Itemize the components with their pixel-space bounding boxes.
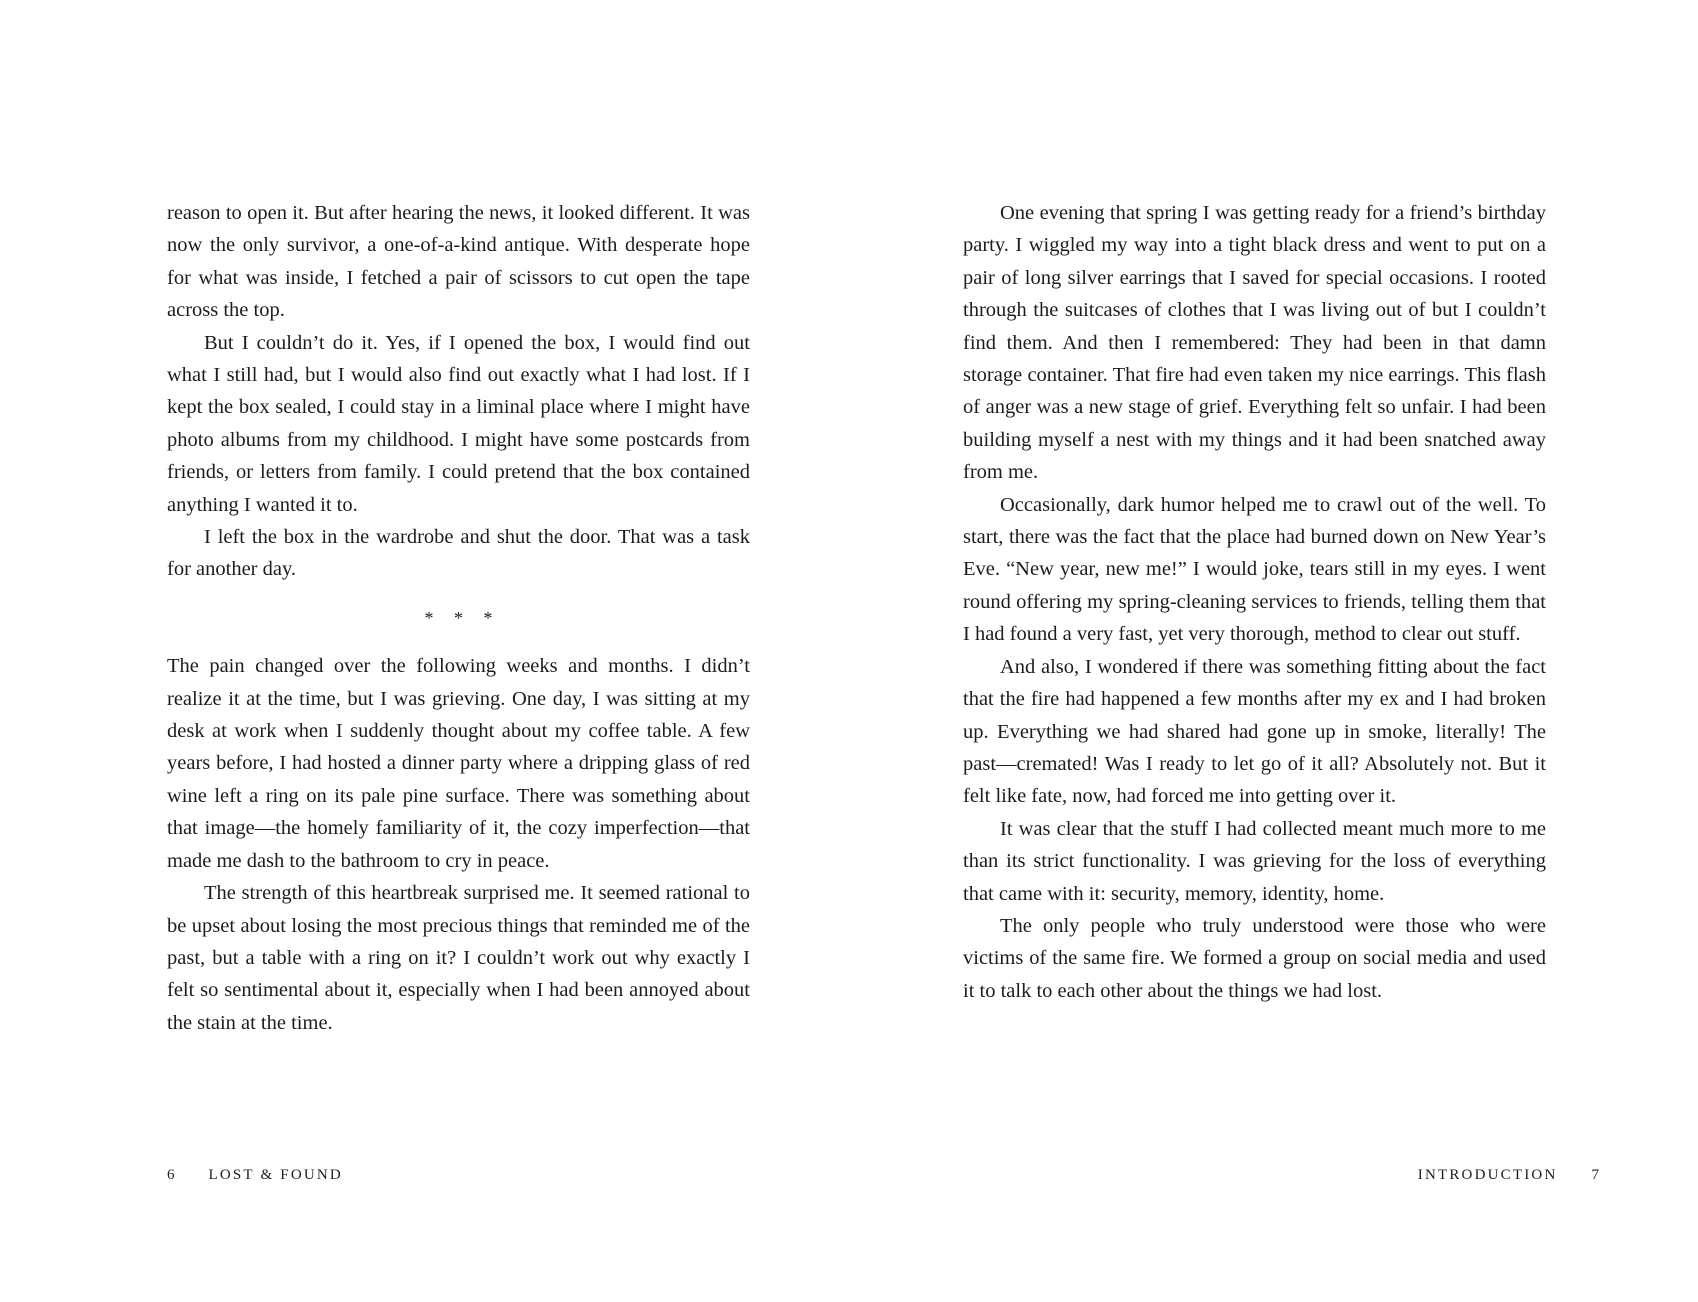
paragraph: reason to open it. But after hearing the news, it looked different. It was now the only survivor, a one-of-a-kind antique. With desperate hope for what was inside, I fetched a pair of scissors to cut open the tape across the top. [167, 202, 750, 322]
paragraph: The strength of this heartbreak surprised me. It seemed rational to be upset about losing the most precious things that reminded me of the past, but a table with a ring on it? I couldn’t work out why exactly I felt so sentimental about it, especially when I had been annoyed about the stain at the time. [167, 882, 750, 1034]
right-page-footer [1418, 1165, 1599, 1185]
paragraph: One evening that spring I was getting ready for a friend’s birthday party. I wiggled my way into a tight black dress and went to put on a pair of long silver earrings that I saved for special occasions. I rooted through the suitcases of clothes that I was living out of but I couldn’t find them. And then I remembered: They had been in that damn storage container. That fire had even taken my nice earrings. This flash of anger was a new stage of grief. Everything felt so unfair. I had been building myself a nest with my things and it had been snatched away from me. [963, 202, 1546, 484]
section-break: * * * [424, 607, 501, 628]
paragraph: Occasionally, dark humor helped me to crawl out of the well. To start, there was the fact that the place had burned down on New Year’s Eve. “New year, new me!” I would joke, tears still in my eyes. I went round offering my spring-cleaning services to friends, telling them that I had found a very fast, yet very thorough, method to clear out stuff. [963, 493, 1546, 646]
paragraph: I left the box in the wardrobe and shut the door. That was a task for another day. [167, 526, 750, 581]
paragraph: The only people who truly understood were those who were victims of the same fire. We formed a group on social media and used it to talk to each other about the things we had lost. [963, 914, 1546, 1002]
paragraph: It was clear that the stuff I had collected meant much more to me than its strict functionality. I was grieving for the loss of everything that came with it: security, memory, identity, home. [963, 817, 1546, 905]
paragraph: The pain changed over the following weeks and months. I didn’t realize it at the time, but I was grieving. One day, I was sitting at my desk at work when I suddenly thought about my coffee table. A few years before, I had hosted a dinner party where a dripping glass of red wine left a ring on its pale pine surface. There was something about that image—the homely familiarity of it, the cozy imperfection—that made me dash to the bathroom to cry in peace. [167, 655, 750, 872]
left-page-footer [167, 1165, 343, 1185]
paragraph: And also, I wondered if there was something fitting about the fact that the fire had happened a few months after my ex and I had broken up. Everything we had shared had gone up in smoke, literally! The past—cremated! Was I ready to let go of it all? Absolutely not. But it felt like fate, now, had forced me into getting over it. [963, 655, 1546, 808]
right-page [849, 0, 1698, 1302]
running-head: LOST & FOUND [208, 1167, 343, 1183]
right-page-body [963, 197, 1546, 1007]
running-head: INTRODUCTION [1417, 1167, 1558, 1183]
left-page-body [167, 197, 750, 1039]
paragraph: But I couldn’t do it. Yes, if I opened the box, I would find out what I still had, but I would also find out exactly what I had lost. If I kept the box sealed, I could stay in a liminal place where I might have photo albums from my childhood. I might have some postcards from friends, or letters from family. I could pretend that the box contained anything I wanted it to. [167, 331, 750, 516]
page-number: 7 [1591, 1167, 1599, 1183]
page-number: 6 [167, 1167, 175, 1183]
